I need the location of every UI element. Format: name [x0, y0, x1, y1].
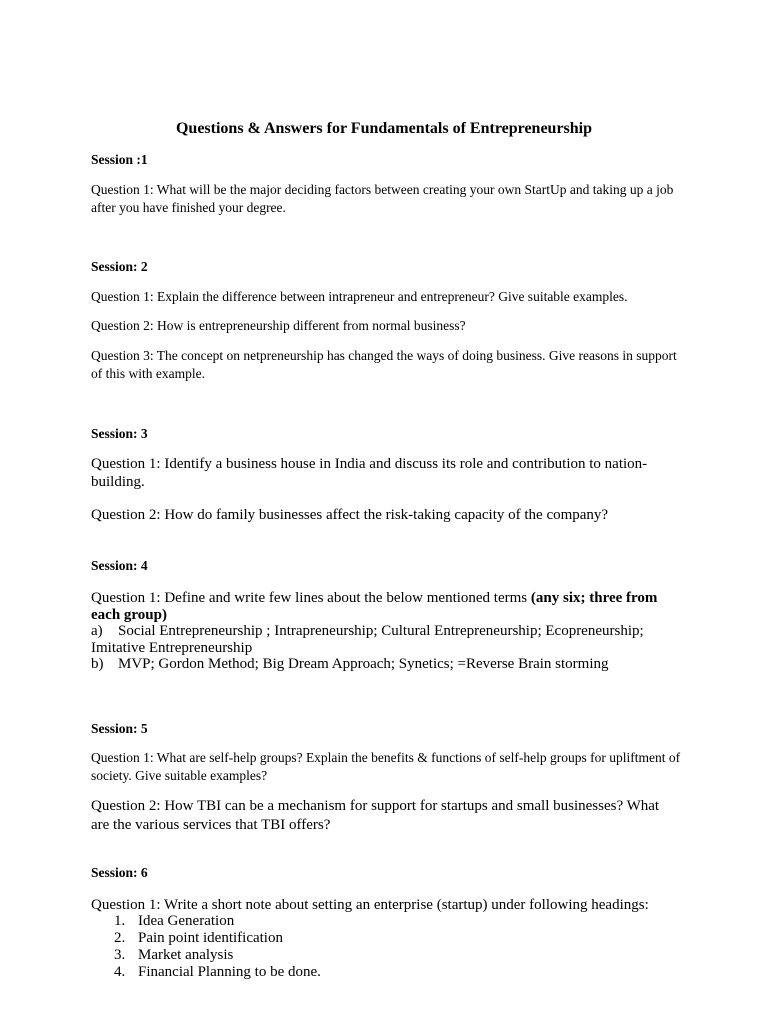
list-marker: 3.: [114, 947, 126, 963]
session-1-question-1: Question 1: What will be the major deciding factors between creating your own StartUp and taking up a job after you have finished your degree.: [91, 182, 674, 215]
list-marker: 4.: [114, 964, 126, 980]
list-item-text: MVP; Gordon Method; Big Dream Approach; Synetics; =Reverse Brain storming: [118, 656, 609, 672]
session-2-heading: Session: 2: [91, 259, 148, 274]
session-5-heading: Session: 5: [91, 721, 148, 736]
session-1-heading: Session :1: [91, 152, 148, 167]
session-4-heading: Session: 4: [91, 558, 148, 573]
session-5-question-2-text: Question 2: How TBI can be a mechanism for support for startups and small businesses? What are the various services that TBI offers?: [91, 798, 660, 833]
session-3-question-1: Question 1: Identify a business house in India and discuss its role and contribution to nation-building.: [91, 456, 648, 490]
session-5-question-1: Question 1: What are self-help groups? Explain the benefits & functions of self-help groups for upliftment of society. Give suitable examples?: [91, 750, 681, 783]
session-4-item-a: [91, 623, 681, 657]
session-6-item-3: [114, 947, 233, 964]
list-item-text: Financial Planning to be done.: [138, 964, 321, 980]
session-4-question-1: [91, 590, 681, 624]
session-6-heading: Session: 6: [91, 865, 148, 880]
session-6-question-1: Question 1: Write a short note about setting an enterprise (startup) under following headings:: [91, 897, 649, 913]
list-marker: 1.: [114, 913, 126, 929]
session-4-question-text: Question 1: Define and write few lines about the below mentioned terms: [91, 590, 531, 606]
session-2-question-1: Question 1: Explain the difference between intrapreneur and entrepreneur? Give suitable examples.: [91, 289, 628, 304]
session-3-heading: Session: 3: [91, 426, 148, 441]
session-2-question-2: Question 2: How is entrepreneurship different from normal business?: [91, 318, 466, 333]
document-title: Questions & Answers for Fundamentals of Entrepreneurship: [175, 120, 593, 137]
list-marker: a): [91, 623, 103, 639]
list-item-text: Pain point identification: [138, 930, 283, 946]
list-item-text: Idea Generation: [138, 913, 235, 929]
session-6-item-1: [114, 913, 234, 930]
session-6-item-4: [114, 964, 321, 981]
session-4-question-emphasis: (any six; three from each group): [91, 590, 658, 623]
session-2-question-3: Question 3: The concept on netpreneurship has changed the ways of doing business. Give reasons in support of this with example.: [91, 348, 677, 381]
session-3-question-2: Question 2: How do family businesses affect the risk-taking capacity of the company?: [91, 507, 609, 523]
list-item-text: Social Entrepreneurship ; Intrapreneurship; Cultural Entrepreneurship; Ecopreneurship; Imitative Entrepreneurship: [91, 623, 644, 656]
session-4-item-b: [91, 656, 681, 673]
list-item-text: Market analysis: [138, 947, 234, 963]
session-5-question-2: [91, 797, 681, 834]
list-marker: 2.: [114, 930, 126, 946]
list-marker: b): [91, 656, 104, 672]
session-6-item-2: [114, 930, 283, 947]
